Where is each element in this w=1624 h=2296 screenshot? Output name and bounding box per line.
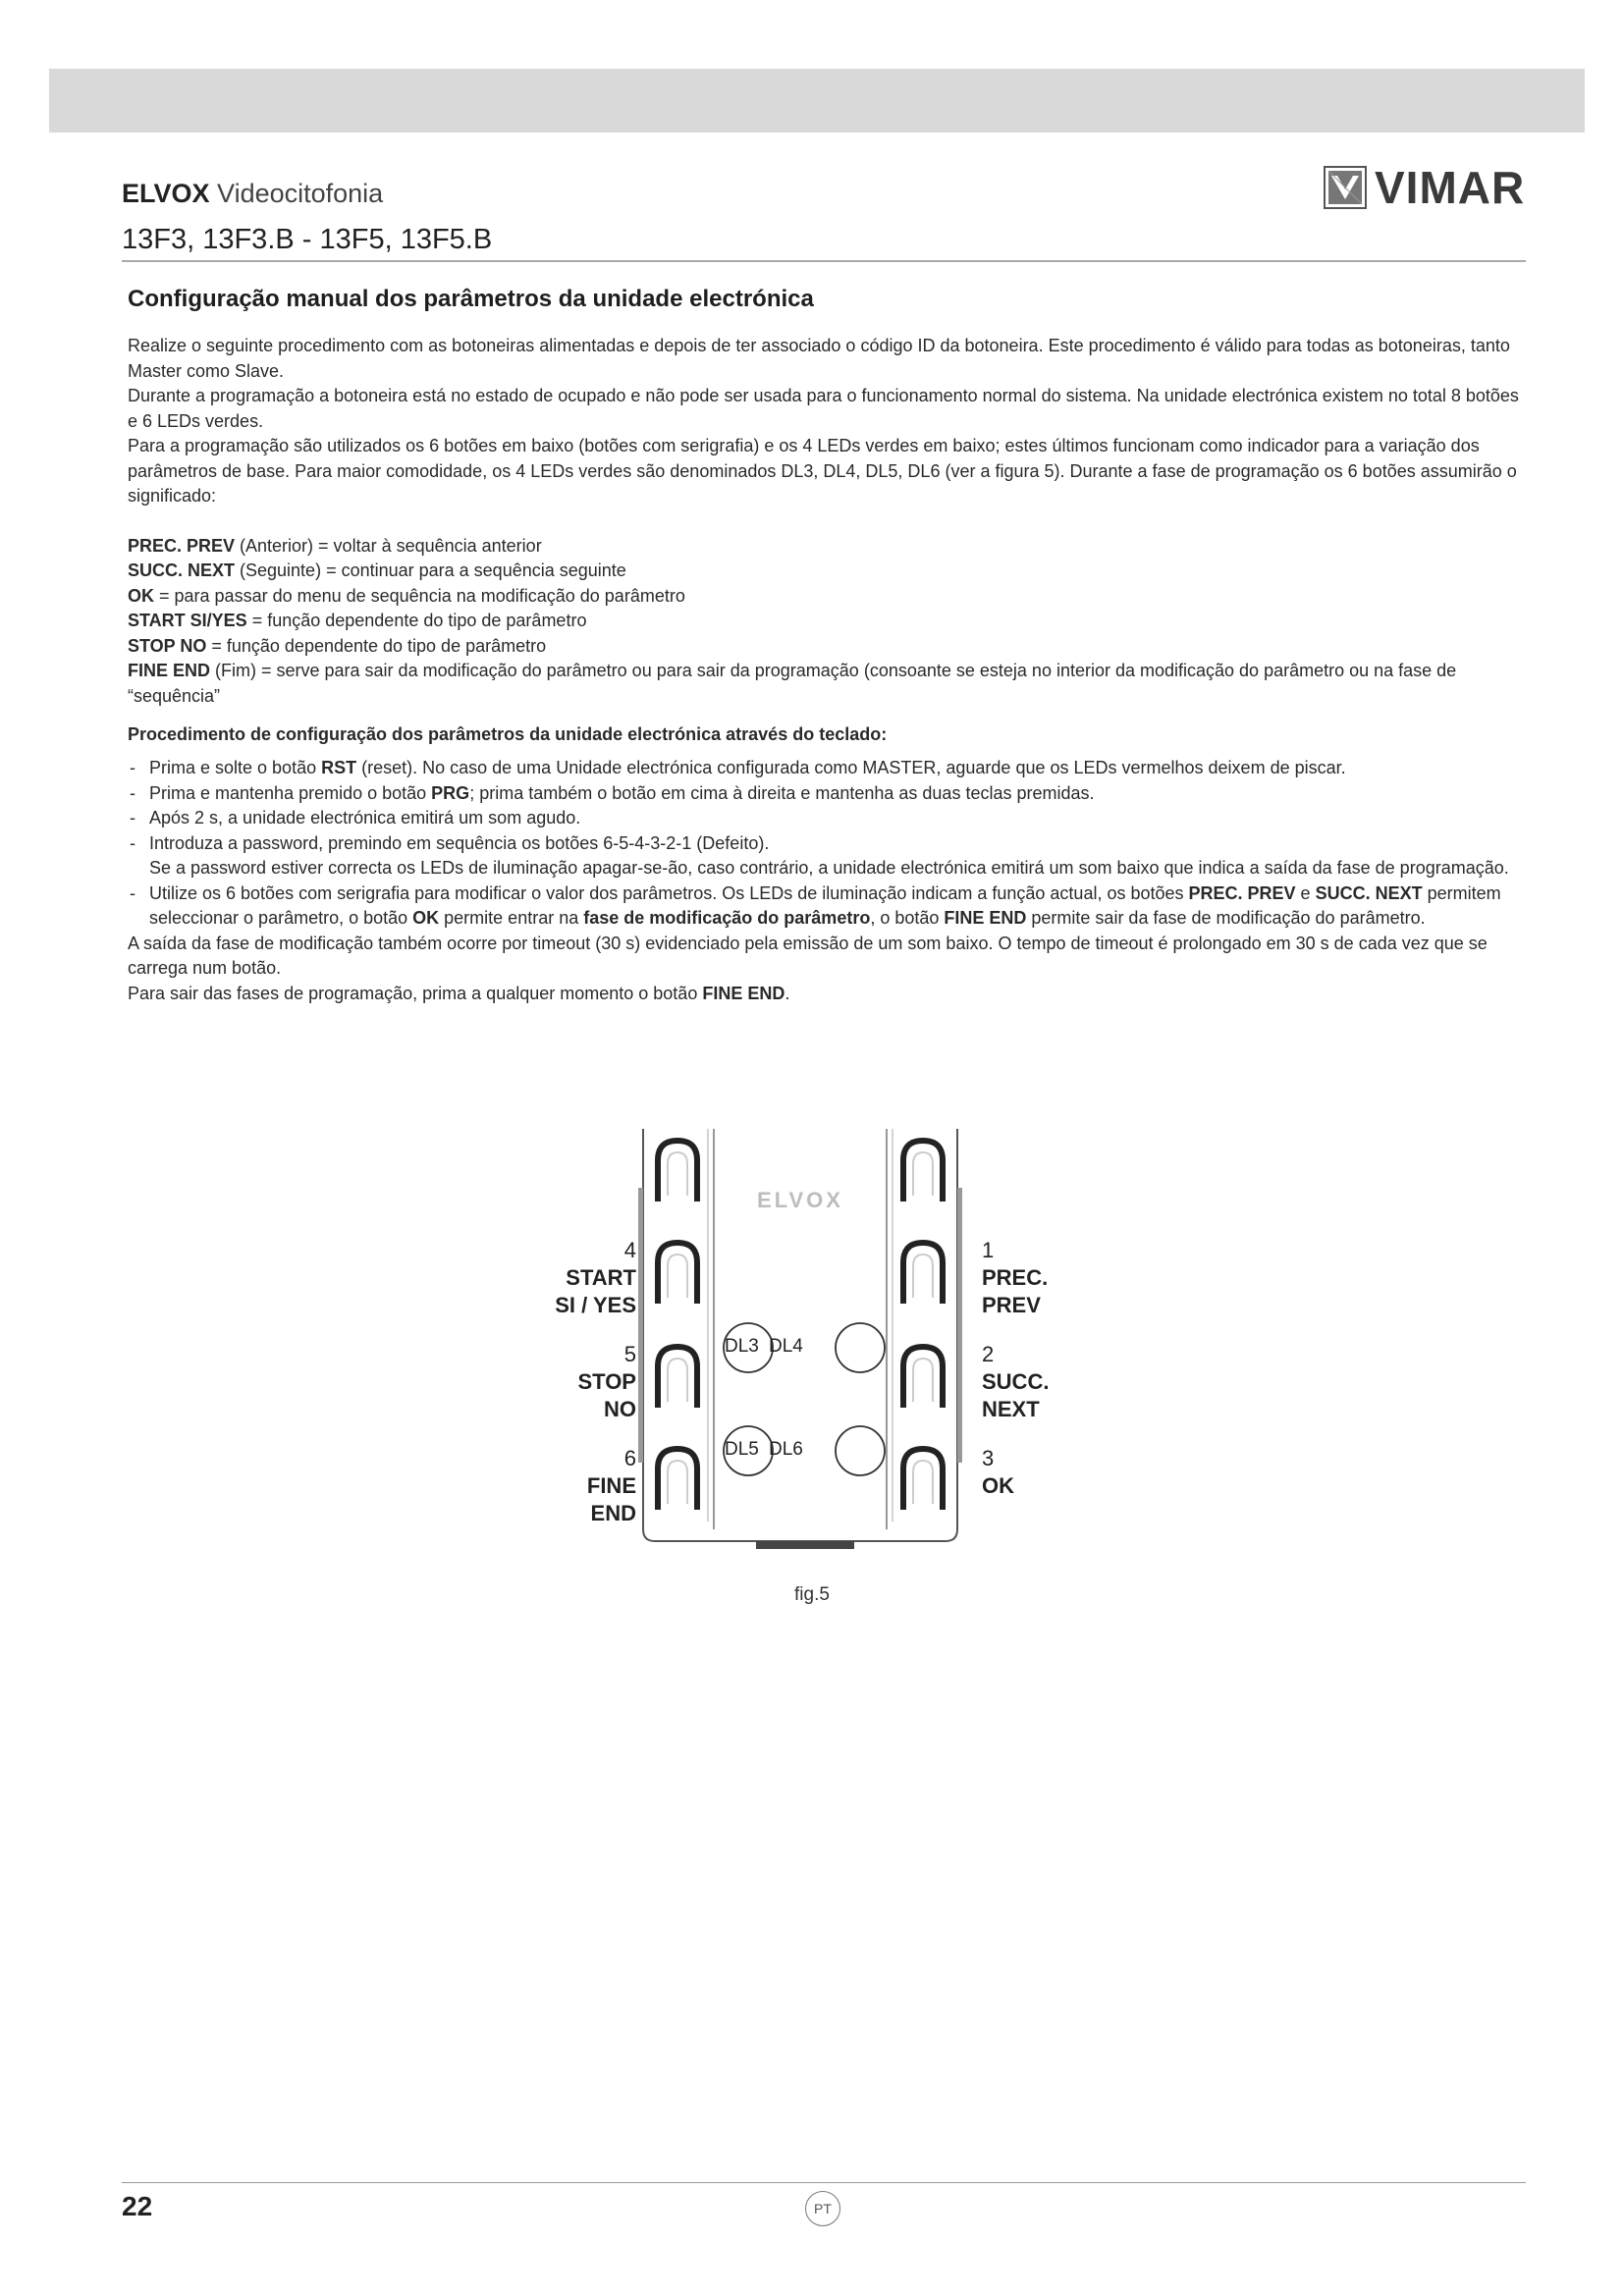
footer-divider [122,2182,1526,2183]
timeout-paragraph: A saída da fase de modificação também ocorre por timeout (30 s) evidenciado pela emissão de um som baixo. O tempo de timeout é prolongado em 30 s de cada vez que se carrega num botão. [128,933,1488,978]
list-item: - Prima e solte o botão RST (reset). No caso de uma Unidade electrónica configurada como MASTER, aguarde que os LEDs vermelhos deixem de piscar. [128,756,1522,781]
brand-subtitle: Videocitofonia [217,179,384,208]
panel-brand-mark: ELVOX [757,1188,843,1212]
main-content [128,285,1522,1006]
list-item: - Utilize os 6 botões com serigrafia para modificar o valor dos parâmetros. Os LEDs de iluminação indicam a função actual, os botões PREC. PREV e SUCC. NEXT permitem seleccionar o parâmetro, o botão OK permite entrar na fase de modificação do parâmetro, o botão FINE END permite sair da fase de modificação do parâmetro. [128,881,1522,932]
key-def-ok: OK = para passar do menu de sequência na modificação do parâmetro [128,585,685,606]
header-band [49,69,1585,133]
label-stop-no: 5 STOP NO [577,1342,636,1421]
list-item: - Prima e mantenha premido o botão PRG; prima também o botão em cima à direita e mantenha as duas teclas premidas. [128,781,1522,807]
list-item: - Após 2 s, a unidade electrónica emitirá um som agudo. [128,806,1522,831]
procedure-title: Procedimento de configuração dos parâmetros da unidade electrónica através do teclado: [128,724,888,744]
brand-name: ELVOX [122,179,210,208]
led-label-dl5: DL5 [725,1439,759,1460]
key-def-stop: STOP NO = função dependente do tipo de parâmetro [128,635,547,656]
header-divider [122,260,1526,262]
led-label-dl4: DL4 [769,1336,803,1357]
label-fine-end: 6 FINE END [586,1446,636,1525]
label-prec-prev: 1 PREC. PREV [982,1238,1049,1317]
procedure-steps [128,756,1522,932]
intro-paragraph-2: Durante a programação a botoneira está no estado de ocupado e não pode ser usada para o funcionamento normal do sistema. Na unidade electrónica existem no total 8 botões e 6 LEDs verdes. [128,386,1519,431]
label-succ-next: 2 SUCC. NEXT [982,1342,1050,1421]
label-ok: 3 OK [982,1446,1014,1498]
exit-paragraph: Para sair das fases de programação, prima a qualquer momento o botão FINE END. [128,983,790,1003]
brand-title [122,179,383,209]
led-label-dl6: DL6 [769,1439,803,1460]
page-number: 22 [122,2191,153,2221]
intro-paragraph-3: Para a programação são utilizados os 6 botões em baixo (botões com serigrafia) e os 4 LEDs verdes em baixo; estes últimos funcionam como indicador para a variação dos parâmetros de base. Para maior comodidade, os 4 LEDs verdes são denominados DL3, DL4, DL5, DL6 (ver a figura 5). Durante a fase de programação os 6 botões assumirão o significado: [128,436,1517,506]
list-item: - Introduza a password, premindo em sequência os botões 6-5-4-3-2-1 (Defeito). Se a password estiver correcta os LEDs de iluminação apagar-se-ão, caso contrário, a unidade electrónica emitirá um som baixo que indica a saída da fase de programação. [128,831,1522,881]
language-badge: PT [805,2191,840,2226]
vimar-logo [1324,163,1525,212]
label-start-yes: 4 START SI / YES [555,1238,636,1317]
model-title: 13F3, 13F3.B - 13F5, 13F5.B [122,224,493,255]
intro-paragraph-1: Realize o seguinte procedimento com as botoneiras alimentadas e depois de ter associado o código ID da botoneira. Este procedimento é válido para todas as botoneiras, tanto Master como Slave. [128,336,1510,381]
keypad-figure [530,1129,1100,1561]
key-def-end: FINE END (Fim) = serve para sair da modificação do parâmetro ou para sair da programação (consoante se esteja no interior da modificação do parâmetro ou na fase de “sequência” [128,661,1457,706]
logo-text: VIMAR [1375,162,1526,213]
key-def-prev: PREC. PREV (Anterior) = voltar à sequência anterior [128,535,542,556]
figure-caption: fig.5 [794,1584,830,1605]
key-def-next: SUCC. NEXT (Seguinte) = continuar para a sequência seguinte [128,561,626,580]
vimar-logo-icon [1324,166,1367,209]
key-def-start: START SI/YES = função dependente do tipo de parâmetro [128,611,587,630]
led-label-dl3: DL3 [725,1336,759,1357]
section-title: Configuração manual dos parâmetros da unidade electrónica [128,286,814,312]
